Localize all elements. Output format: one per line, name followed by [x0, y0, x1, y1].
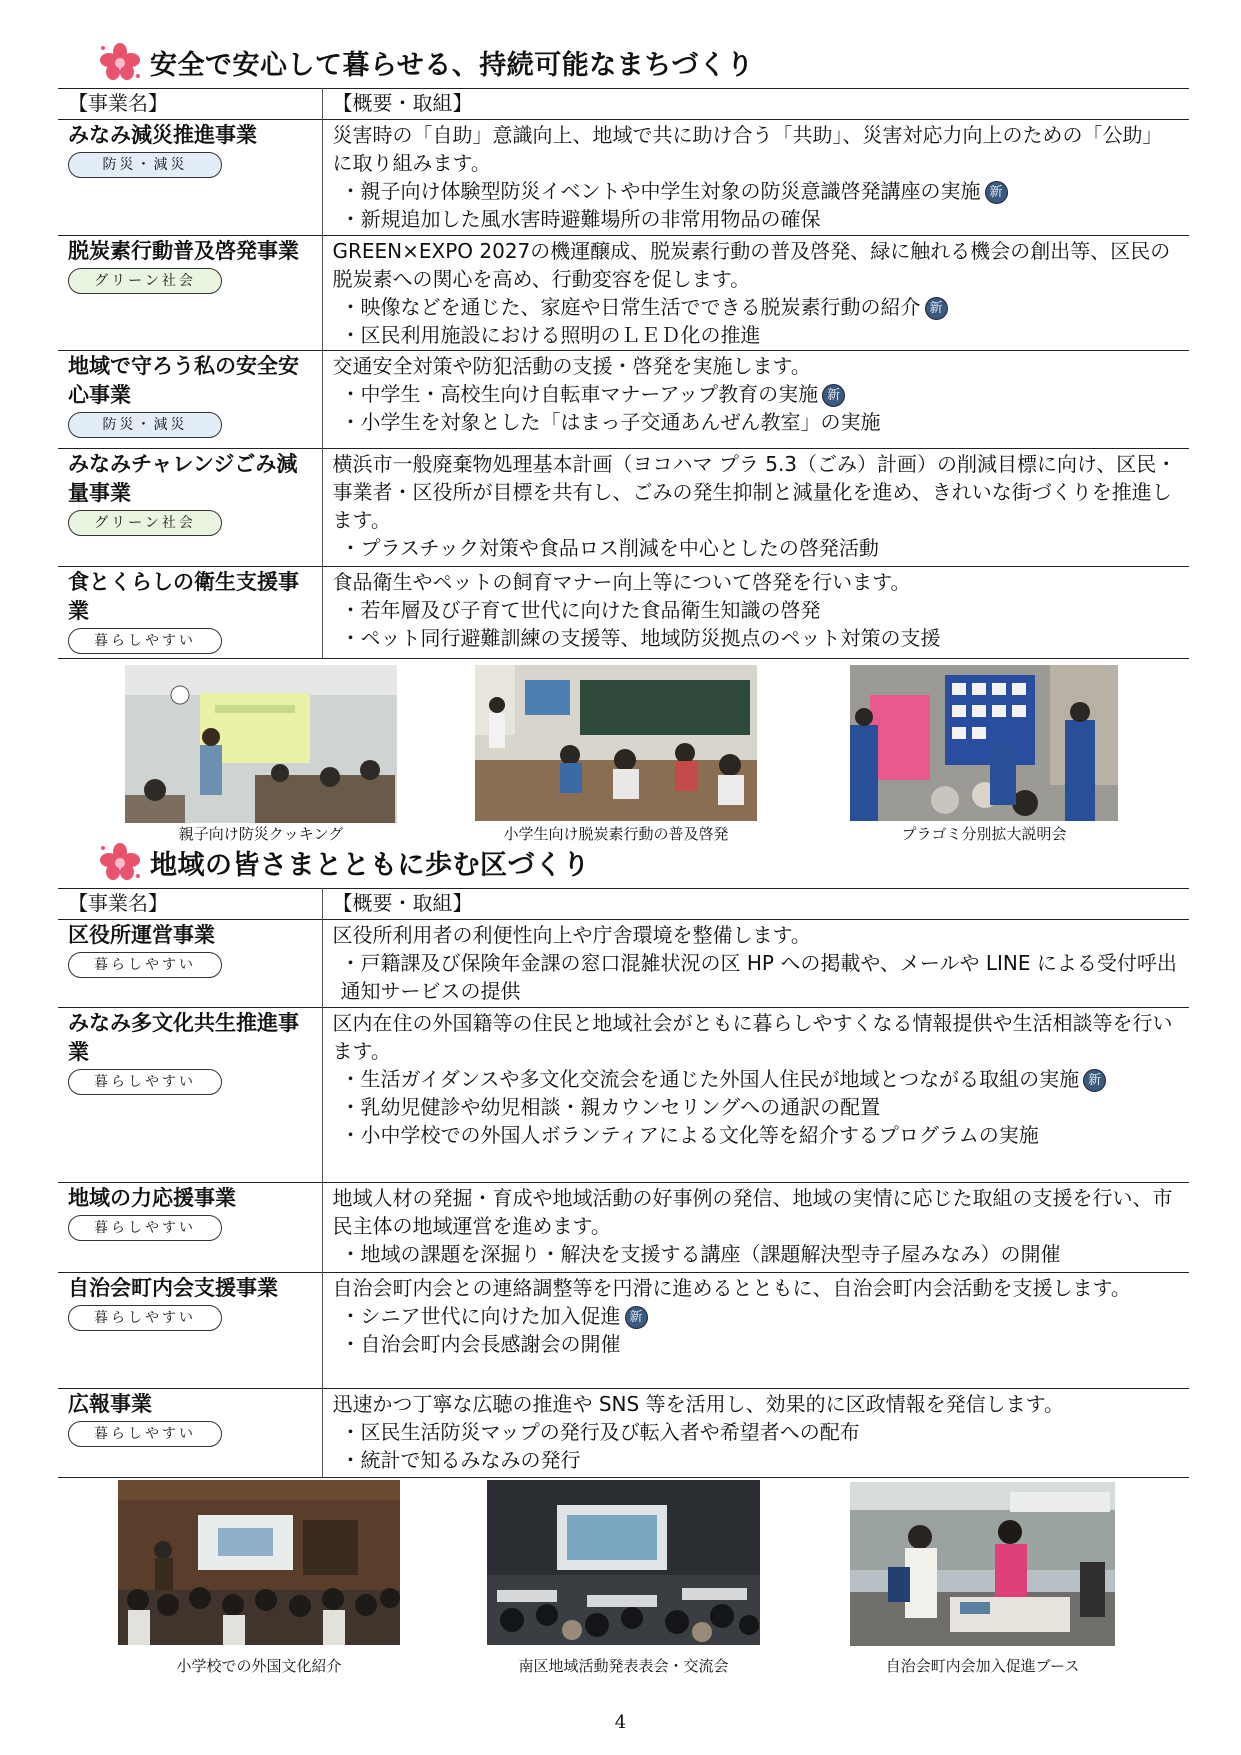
photo-caption: 小学校での外国文化紹介: [176, 1657, 342, 1675]
new-badge-icon: 新: [625, 1306, 648, 1329]
business-description: 食品衛生やペットの飼育マナー向上等について啓発を行います。: [332, 570, 911, 594]
list-item: ・映像などを通じた、家庭や日常生活でできる脱炭素行動の紹介 新: [333, 293, 1180, 321]
new-badge-icon: 新: [925, 297, 948, 320]
photo-membership-booth: [850, 1482, 1115, 1646]
photo-caption: プラゴミ分別拡大説明会: [901, 825, 1067, 843]
table-row: [58, 920, 1189, 1008]
table-row: [58, 449, 1189, 567]
business-description: GREEN×EXPO 2027の機運醸成、脱炭素行動の普及啓発、緑に触れる機会の創出等、区民の脱炭素への関心を高め、行動変容を促します。: [332, 239, 1171, 291]
new-badge-icon: 新: [822, 384, 845, 407]
business-description: 区役所利用者の利便性向上や庁舎環境を整備します。: [332, 923, 811, 947]
business-name: 食とくらしの衛生支援事業: [68, 570, 299, 623]
photo-caption: 親子向け防災クッキング: [178, 825, 344, 843]
list-item: ・区民利用施設における照明のＬＥＤ化の推進: [340, 323, 761, 347]
business-name: 自治会町内会支援事業: [68, 1276, 278, 1300]
table-row: [58, 567, 1189, 659]
list-item: ・若年層及び子育て世代に向けた食品衛生知識の啓発: [340, 598, 821, 622]
business-name: 脱炭素行動普及啓発事業: [68, 239, 299, 263]
business-name: みなみ減災推進事業: [68, 123, 257, 147]
header-overview: 【概要・取組】: [322, 89, 1189, 120]
flower-icon: [98, 42, 142, 82]
business-description: 災害時の「自助」意識向上、地域で共に助け合う「共助」、災害対応力向上のための「公助」に取り組みます。: [332, 123, 1163, 175]
business-name: 地域の力応援事業: [68, 1186, 236, 1210]
table-row: [58, 1273, 1189, 1389]
section2-title: [98, 840, 590, 884]
section1-title: [98, 40, 754, 84]
list-item: ・統計で知るみなみの発行: [340, 1448, 581, 1472]
business-name: 地域で守ろう私の安全安心事業: [68, 354, 299, 407]
section-heading: 安全で安心して暮らせる、持続可能なまちづくり: [150, 49, 754, 81]
business-description: 交通安全対策や防犯活動の支援・啓発を実施します。: [332, 354, 811, 378]
table-row: [58, 1389, 1189, 1478]
category-badge: 暮らしやすい: [68, 1305, 222, 1331]
new-badge-icon: 新: [1083, 1069, 1106, 1092]
business-description: 地域人材の発掘・育成や地域活動の好事例の発信、地域の実情に応じた取組の支援を行い、市民主体の地域運営を進めます。: [332, 1186, 1173, 1238]
photo-school-culture: [118, 1480, 400, 1645]
list-item: ・小中学校での外国人ボランティアによる文化等を紹介するプログラムの実施: [340, 1123, 1039, 1147]
category-badge: 暮らしやすい: [68, 1421, 222, 1447]
category-badge: グリーン社会: [68, 510, 222, 536]
list-item: ・親子向け体験型防災イベントや中学生対象の防災意識啓発講座の実施 新: [333, 177, 1180, 205]
business-description: 横浜市一般廃棄物処理基本計画（ヨコハマ プラ 5.3（ごみ）計画）の削減目標に向け、区民・事業者・区役所が目標を共有し、ごみの発生抑制と減量化を進め、きれいな街づくりを推進します。: [332, 452, 1177, 532]
category-badge: 防災・減災: [68, 412, 222, 438]
business-description: 自治会町内会との連絡調整等を円滑に進めるとともに、自治会町内会活動を支援します。: [332, 1276, 1131, 1300]
photo-caption: 南区地域活動発表表会・交流会: [518, 1657, 729, 1675]
photo-presentation: [487, 1480, 760, 1645]
category-badge: グリーン社会: [68, 268, 222, 294]
business-name: 広報事業: [68, 1392, 152, 1416]
header-business-name: 【事業名】: [58, 889, 322, 920]
list-item: ・区民生活防災マップの発行及び転入者や希望者への配布: [340, 1420, 860, 1444]
list-item: ・シニア世代に向けた加入促進 新: [333, 1302, 1180, 1330]
business-description: 区内在住の外国籍等の住民と地域社会がともに暮らしやすくなる情報提供や生活相談等を行います。: [332, 1011, 1173, 1063]
new-badge-icon: 新: [985, 181, 1008, 204]
business-name: 区役所運営事業: [68, 923, 215, 947]
flower-icon: [98, 842, 142, 882]
photo-caption: 小学生向け脱炭素行動の普及啓発: [503, 825, 729, 843]
list-item: ・中学生・高校生向け自転車マナーアップ教育の実施 新: [333, 380, 1180, 408]
list-item: ・新規追加した風水害時避難場所の非常用物品の確保: [340, 207, 821, 231]
list-item: ・自治会町内会長感謝会の開催: [340, 1332, 621, 1356]
table-row: [58, 120, 1189, 236]
header-business-name: 【事業名】: [58, 89, 322, 120]
category-badge: 暮らしやすい: [68, 1215, 222, 1241]
category-badge: 防災・減災: [68, 152, 222, 178]
business-table-1: [58, 88, 1189, 659]
photo-classroom: [475, 665, 757, 821]
business-description: 迅速かつ丁寧な広聴の推進や SNS 等を活用し、効果的に区政情報を発信します。: [332, 1392, 1064, 1416]
business-name: みなみチャレンジごみ減量事業: [68, 452, 298, 505]
category-badge: 暮らしやすい: [68, 628, 222, 654]
table-row: [58, 351, 1189, 449]
table-row: [58, 236, 1189, 351]
table-row: [58, 1183, 1189, 1273]
list-item: ・生活ガイダンスや多文化交流会を通じた外国人住民が地域とつながる取組の実施 新: [333, 1065, 1180, 1093]
photo-cooking: [125, 665, 397, 823]
category-badge: 暮らしやすい: [68, 1069, 222, 1095]
list-item: ・戸籍課及び保険年金課の窓口混雑状況の区 HP への掲載や、メールや LINE による受付呼出通知サービスの提供: [340, 951, 1177, 1003]
photo-explanation: [850, 665, 1118, 821]
list-item: ・プラスチック対策や食品ロス削減を中心としたの啓発活動: [340, 536, 879, 560]
page-number: 4: [614, 1712, 627, 1733]
category-badge: 暮らしやすい: [68, 952, 222, 978]
header-overview: 【概要・取組】: [322, 889, 1189, 920]
list-item: ・ペット同行避難訓練の支援等、地域防災拠点のペット対策の支援: [340, 626, 941, 650]
photo-caption: 自治会町内会加入促進ブース: [885, 1657, 1080, 1675]
list-item: ・小学生を対象とした「はまっ子交通あんぜん教室」の実施: [340, 410, 881, 434]
section-heading: 地域の皆さまとともに歩む区づくり: [150, 849, 590, 881]
business-name: みなみ多文化共生推進事業: [68, 1011, 299, 1064]
business-table-2: [58, 888, 1189, 1478]
list-item: ・乳幼児健診や幼児相談・親カウンセリングへの通訳の配置: [340, 1095, 881, 1119]
list-item: ・地域の課題を深掘り・解決を支援する講座（課題解決型寺子屋みなみ）の開催: [340, 1242, 1061, 1266]
table-row: [58, 1008, 1189, 1183]
